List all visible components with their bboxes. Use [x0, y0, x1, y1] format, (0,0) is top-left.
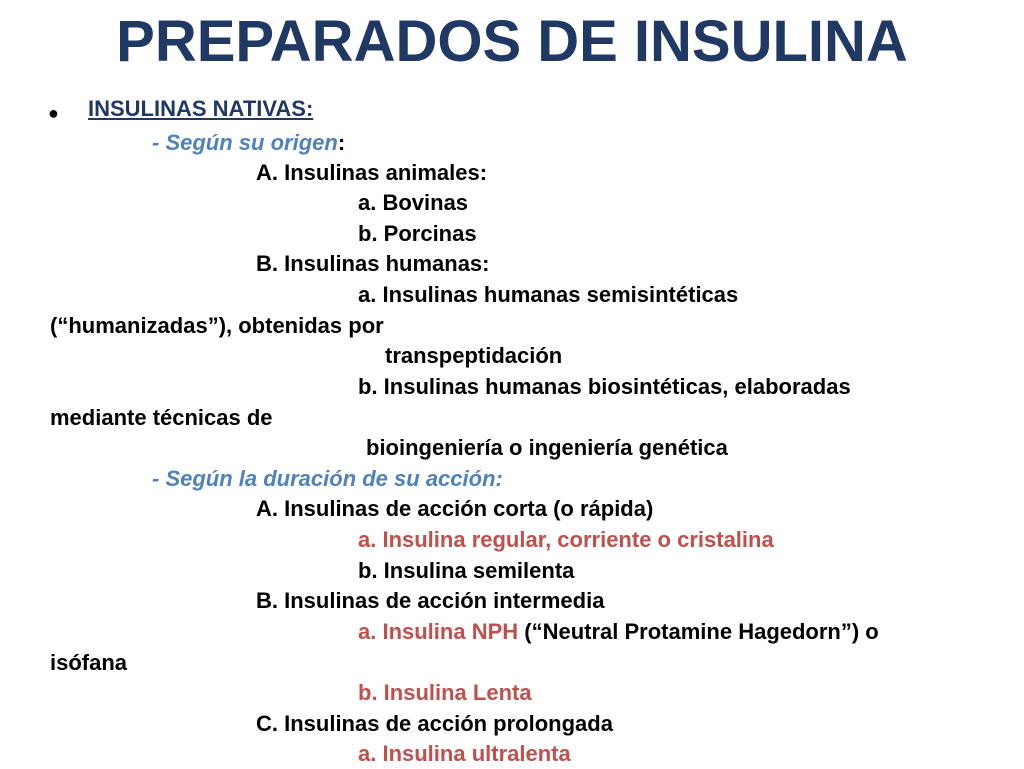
regular-insulin: a. Insulina regular, corriente o cristalina: [358, 527, 774, 552]
biosynthetic-line-2: mediante técnicas de: [50, 405, 273, 430]
origin-colon: :: [337, 130, 346, 155]
prolonged-acting: C. Insulinas de acción prolongada: [256, 711, 613, 736]
heading-native-insulins: INSULINAS NATIVAS:: [88, 96, 314, 121]
nph-line: [358, 617, 879, 647]
semilente-insulin: b. Insulina semilenta: [358, 558, 575, 583]
nph-description: (“Neutral Protamine Hagedorn”) o: [518, 619, 879, 644]
isofane: isófana: [50, 650, 128, 675]
ultralente-insulin: a. Insulina ultralenta: [358, 741, 571, 766]
human-insulins: B. Insulinas humanas:: [256, 251, 490, 276]
semisynthetic-line-3: transpeptidación: [385, 343, 563, 368]
intermediate-acting: B. Insulinas de acción intermedia: [256, 588, 605, 613]
slide-title: PREPARADOS DE INSULINA: [116, 9, 908, 74]
nph-label: a. Insulina NPH: [358, 619, 519, 644]
origin-dash: -: [152, 130, 166, 155]
short-acting: A. Insulinas de acción corta (o rápida): [256, 496, 654, 521]
bullet-dot: ●: [48, 103, 59, 123]
origin-line: [152, 128, 345, 158]
origin-label: Según su origen: [165, 130, 338, 155]
bovine: a. Bovinas: [358, 190, 469, 215]
porcine: b. Porcinas: [358, 221, 477, 246]
biosynthetic-line-1: b. Insulinas humanas biosintéticas, elaboradas: [358, 374, 851, 399]
biosynthetic-line-3: bioingeniería o ingeniería genética: [366, 435, 728, 460]
semisynthetic-line-2: (“humanizadas”), obtenidas por: [50, 313, 384, 338]
animal-insulins: A. Insulinas animales:: [256, 160, 488, 185]
lente-insulin: b. Insulina Lenta: [358, 680, 532, 705]
semisynthetic-line-1: a. Insulinas humanas semisintéticas: [358, 282, 739, 307]
duration-heading: - Según la duración de su acción:: [152, 466, 503, 491]
